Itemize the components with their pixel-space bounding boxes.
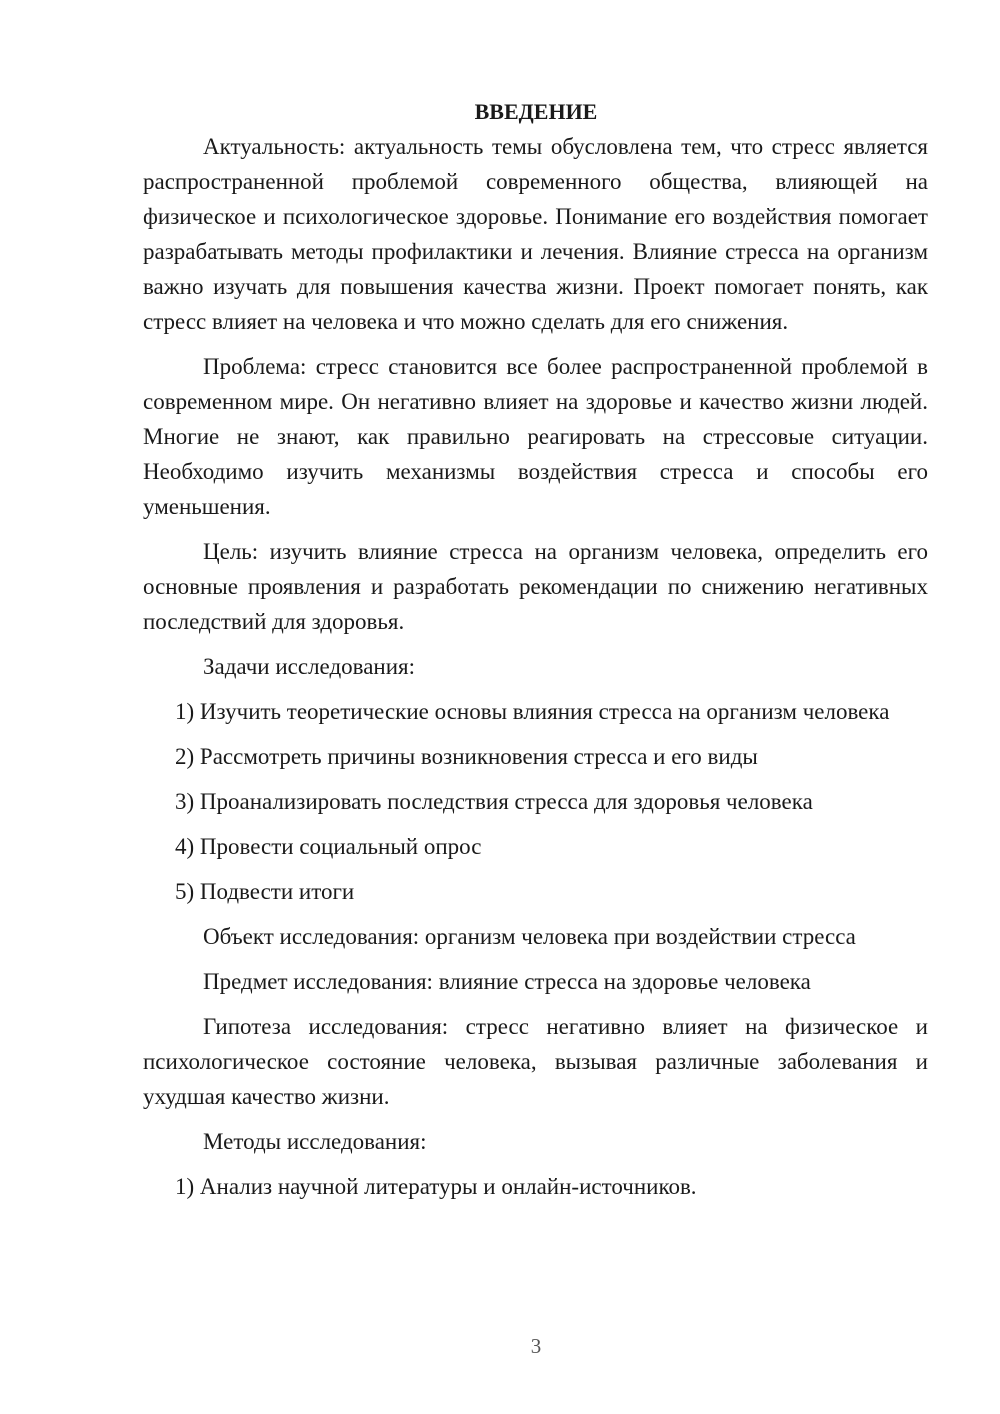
page-number: 3	[530, 1334, 542, 1358]
goal-paragraph: Цель: изучить влияние стресса на организм человека, определить его основные проявления и разработать рекомендации по снижению негативных последствий для здоровья.	[143, 539, 928, 634]
methods-heading: Методы исследования:	[203, 1129, 427, 1154]
relevance-paragraph: Актуальность: актуальность темы обусловлена тем, что стресс является распространенной проблемой современного общества, влияющей на физическое и психологическое здоровье. Понимание его воздействия помогает разрабатывать методы профилактики и лечения. Влияние стресса на организм важно изучать для повышения качества жизни. Проект помогает понять, как стресс влияет на человека и что можно сделать для его снижения.	[143, 134, 928, 334]
task-item-3: 3) Проанализировать последствия стресса для здоровья человека	[175, 789, 813, 814]
hypothesis-paragraph: Гипотеза исследования: стресс негативно влияет на физическое и психологическое состояние человека, вызывая различные заболевания и ухудшая качество жизни.	[143, 1014, 928, 1109]
problem-paragraph: Проблема: стресс становится все более распространенной проблемой в современном мире. Он негативно влияет на здоровье и качество жизни людей. Многие не знают, как правильно реагировать на стрессовые ситуации. Необходимо изучить механизмы воздействия стресса и способы его уменьшения.	[143, 354, 928, 519]
task-item-2: 2) Рассмотреть причины возникновения стресса и его виды	[175, 744, 758, 769]
task-item-5: 5) Подвести итоги	[175, 879, 355, 904]
task-item-1: 1) Изучить теоретические основы влияния стресса на организм человека	[175, 699, 890, 724]
tasks-heading: Задачи исследования:	[203, 654, 416, 679]
subject-paragraph: Предмет исследования: влияние стресса на здоровье человека	[203, 969, 811, 994]
page-content	[143, 94, 928, 1204]
page-title: ВВЕДЕНИЕ	[474, 99, 598, 124]
task-item-4: 4) Провести социальный опрос	[175, 834, 482, 859]
object-paragraph: Объект исследования: организм человека при воздействии стресса	[203, 924, 856, 949]
method-item-1: 1) Анализ научной литературы и онлайн-источников.	[175, 1174, 697, 1199]
